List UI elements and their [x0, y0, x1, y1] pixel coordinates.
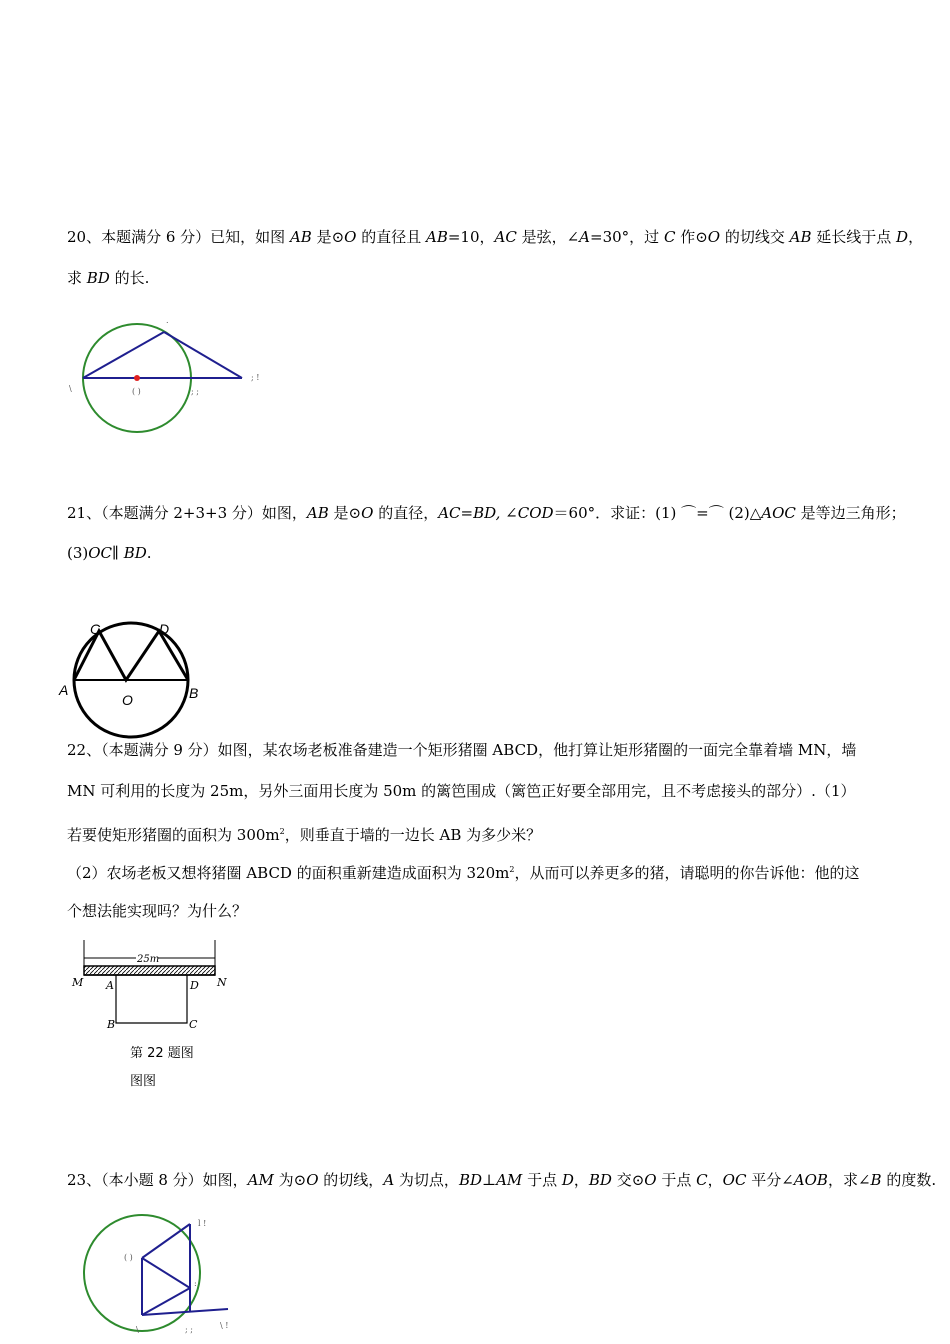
svg-text:( ): ( ) — [132, 387, 141, 396]
q22-caption2: 图图 — [130, 1074, 157, 1089]
q21-label-d: D — [159, 621, 170, 637]
q22-label-m: M — [72, 976, 84, 989]
q23-line1: 23、（本小题 8 分）如图，AM 为⊙O 的切线，A 为切点，BD⊥AM 于点 D，BD 交⊙O 于点 C，OC 平分∠AOB，求∠B 的度数. — [67, 1171, 937, 1189]
svg-text:\ !: \ ! — [220, 1321, 229, 1330]
q21-label-c: C — [90, 621, 101, 637]
q21-label-o: O — [122, 692, 133, 708]
svg-text:; ;: ; ; — [185, 1325, 193, 1334]
q22-line3: 若要使矩形猪圈的面积为 $300m^2$，则垂直于墙的一边长 AB 为多少米？ — [67, 826, 542, 844]
q22-line4: （2）农场老板又想将猪圈 ABCD 的面积重新建造成面积为 $320m^2$，从而可以养更多的猪，请聪明的你告诉他：他的这 — [67, 864, 860, 882]
svg-text:l !: l ! — [198, 1219, 207, 1228]
q22-label-c: C — [189, 1018, 198, 1031]
q20-line-ac — [83, 332, 164, 378]
svg-text::: : — [194, 1279, 197, 1288]
q20-center-dot — [134, 375, 140, 381]
q21-figure — [55, 620, 215, 730]
svg-text:\: \ — [136, 1325, 139, 1334]
q20-line-cd — [164, 332, 242, 378]
q22-wall — [84, 966, 215, 975]
svg-text:\: \ — [69, 384, 72, 393]
q22-line2: MN 可利用的长度为 25m，另外三面用长度为 50m 的篱笆围成（篱笆正好要全部用完，且不考虑接头的部分）.（1） — [67, 782, 856, 800]
q21-line1: 21、（本题满分 2+3+3 分）如图，AB 是⊙O 的直径，AC=BD, ∠COD＝60°．求证：(1) ⌒=⌒ (2)△AOC 是等边三角形； — [67, 504, 906, 522]
q22-label-b: B — [107, 1018, 116, 1031]
svg-text:( ): ( ) — [124, 1253, 133, 1262]
q21-label-b: B — [189, 685, 199, 701]
svg-text:; !: ; ! — [251, 373, 260, 382]
q22-line5: 个想法能实现吗？为什么？ — [67, 902, 248, 920]
q20-line1: 20、本题满分 6 分）已知，如图 AB 是⊙O 的直径且 AB=10，AC 是弦，∠A=30°，过 C 作⊙O 的切线交 AB 延长线于点 D， — [67, 228, 924, 246]
q21-label-a: A — [59, 682, 69, 698]
q22-length-label: 25m — [137, 954, 160, 965]
q22-label-n: N — [217, 976, 227, 989]
q22-figure — [70, 938, 240, 1038]
q22-fence — [116, 975, 187, 1023]
q21-line2: (3)OC∥ BD. — [67, 544, 152, 562]
q23-figure — [70, 1200, 240, 1340]
q20-line2: 求 BD 的长. — [67, 269, 150, 287]
q22-label-d: D — [190, 979, 199, 992]
q22-line1: 22、（本题满分 9 分）如图，某农场老板准备建造一个矩形猪圈 ABCD，他打算让矩形猪圈的一面完全靠着墙 MN，墙 — [67, 741, 857, 759]
svg-text:.: . — [166, 316, 169, 325]
q22-label-a: A — [106, 979, 114, 992]
q23-tangent — [142, 1309, 228, 1315]
svg-text:; ;: ; ; — [191, 387, 199, 396]
q20-figure — [66, 315, 266, 435]
q22-caption1: 第 22 题图 — [130, 1046, 194, 1061]
